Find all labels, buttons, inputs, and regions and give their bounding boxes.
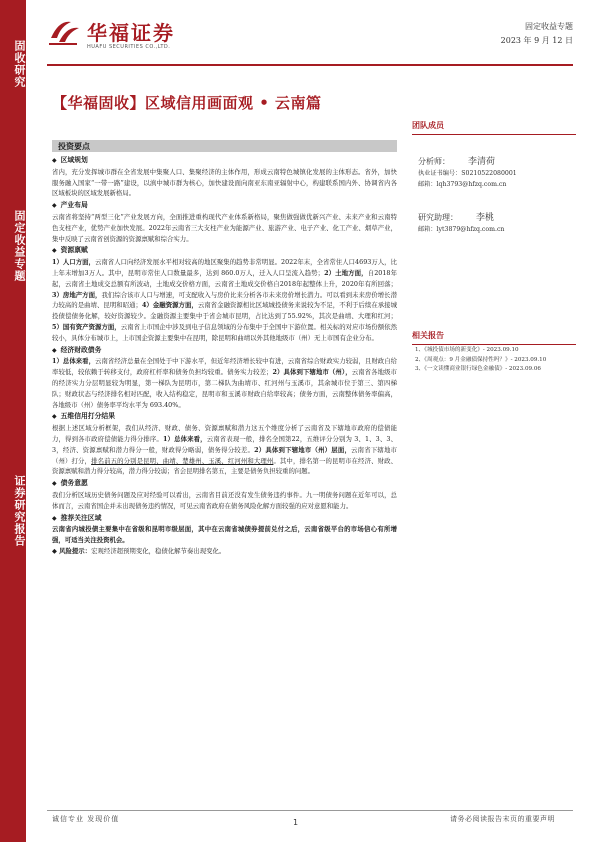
report-type: 固定收益专题 [525, 22, 573, 31]
diamond-bullet-icon: ◆ [52, 346, 57, 354]
section-text: 1）人口方面，云南省人口向经济发展水平相对较高的地区聚集的趋势非常明显。2022年末，全省常住人口4693万人，比上年末增加3万人。其中，昆明市常住人口数量最多，达到 860.0万人，迁入人口呈流入趋势；2）土地方面，自2018年起，云南省土地成交总额有所波动，土地成交价格方面，云南省土地成交价格自2018年起整体上升，2020年有所回落；3）房地产方面，我们综合该市人口与增速，可支配收入与房价比来分析各市未来房价增长潜力。可以看到未来房价增长潜力较高的是曲靖、昆明和昭通；4）金融资源方面，云南省金融资源相比区域城投债务来说较为不足，不利于后续在承接城投债偿债务化解，较好资源较少。金融资源主要集中于省会城市昆明，占比达到了55.92%，其次是曲靖、大理和红河；5）国有资产资源方面，云南省上市国企中涉及到电子信息领域的分布集中于全国中下游位置。相关标的对应市场份额依然较小，具体分布城市上，上市国企资源主要集中在昆明，除昆明和曲靖以外其他地级市（州）无上市国有企业分布。 [52, 258, 398, 342]
diamond-bullet-icon: ◆ [52, 157, 57, 164]
related-item[interactable]: 1、《城投债市场的新变化》- 2023.09.10 [415, 347, 519, 353]
diamond-bullet-icon: ◆ [52, 480, 57, 488]
sidebar-label-topic: 固定收益专题 [13, 210, 26, 282]
analyst-email[interactable]: 邮箱：lqh3793@hfzq.com.cn [418, 181, 507, 188]
section-text: 云南省将坚持“两型三化”产业发展方向，全面推进重构现代产业体系新格局，聚焦做强做优新兴产业、未来产业和云南特色支柱产业，优势产业加快发展。2022年云南省三大支柱产业为能源产业、旅游产业、电子产业、化工产业、烟草产业，集中反映了云南省创资源的资源禀赋和综合实力。 [52, 212, 397, 243]
risk-warning: ◆ 风险提示：宏观经济超预期变化，稳债化解节奏出现变化。 [52, 546, 226, 555]
abstract-heading: 投资要点 [58, 142, 90, 151]
report-date: 2023 年 9 月 12 日 [500, 36, 573, 45]
section-text: 云南省内城投债主要集中在省级和昆明市级层面，其中在云南省城债券提前兑付之后，云南省级平台的市场信心有所增强，可适当关注投资机会。 [52, 525, 397, 545]
analyst-cert: 执业证书编号：S0210522080001 [418, 170, 517, 177]
section-heading: ◆ 产业布局 [52, 201, 88, 210]
section-heading: ◆ 资源禀赋 [52, 246, 88, 255]
related-item[interactable]: 2、《周观点：9 月金融债保持性吗？》- 2023.09.10 [415, 356, 547, 363]
analyst-block [418, 156, 517, 190]
diamond-bullet-icon: ◆ [52, 413, 57, 421]
section-heading: ◆ 债务意愿 [52, 479, 88, 488]
analyst-name: 李清荷 [468, 157, 496, 167]
assistant-block [418, 212, 504, 235]
diamond-bullet-icon: ◆ [52, 247, 57, 255]
section-text: 省内，充分发挥城市群在全省发展中集聚人口、集聚经济的主体作用，形成云南特色城镇化发展的主体形态。省外，加快服务融入国家“一带一路”建设，以滇中城市群为核心，加快建设面向南亚东南亚辐射中心，构建联系国内外、协调省内各区域板块的区域发展新格局。 [52, 167, 397, 198]
assistant-role: 研究助理： [418, 213, 458, 222]
diamond-bullet-icon: ◆ [52, 514, 57, 522]
assistant-name: 李桃 [476, 213, 495, 223]
team-heading: 团队成员 [412, 120, 576, 135]
section-text: 根据上述区域分析框架，我们从经济、财政、债务、资源禀赋和潜力这五个维度分析了云南省及下辖地市政府的偿债能力，得到各市政府偿债能力得分排序。1）总体来看，云南省表现一般，排名全国第22，五维评分分别为 3、1、3、3、3，经济、资源禀赋和潜力得分一般，财政得分略弱，债务得分较差。2）具体到下辖地市（州）层面，云南省下辖地市（州）打分，排名前五的分别是昆明、曲靖、楚雄州、玉溪、红河州和大理州。其中，排名第一的昆明市在经济、财政、资源禀赋和潜力得分较高，潜力得分较弱；省会昆明排名第五，主要是债务负担较重的问题。 [52, 424, 398, 476]
sidebar [0, 0, 26, 842]
footer-disclaimer: 请务必阅读报告末页的重要声明 [450, 815, 555, 823]
report-title: 【华福固收】区域信用画面观 • 云南篇 [52, 94, 322, 112]
section-text: 1）总体来看，云南省经济总量在全国处于中下游水平，但近年经济增长较中有进，云南省综合财政实力较弱，且财政自给率较低，较依赖于转移支付，政府杠杆率和债务负担均较重。债务实力较差；2）具体到下辖地市（州），云南省各地级市的经济实力分层明显较为明显，第一梯队为昆明市，第二梯队为曲靖市、红河州与玉溪市，其余城市位于第三、第四梯队；财政状态与经济排名相对匹配，收入结构稳定，昆明市和玉溪市财政自给率较高；债务方面，云南整体债务率偏高，各地级市（州）债务率平均水平为 693.40%。 [52, 357, 398, 409]
related-list [415, 346, 579, 375]
diamond-bullet-icon: ◆ [52, 202, 57, 210]
sidebar-label-report: 证券研究报告 [13, 475, 26, 547]
section-heading: ◆ 五维信用打分结果 [52, 412, 115, 421]
abstract-heading-bar [52, 140, 397, 152]
section-heading: ◆ 区域规划 [52, 156, 88, 164]
huafu-logo-icon [47, 16, 83, 48]
company-logo [47, 14, 207, 54]
diamond-bullet-icon: ◆ [52, 546, 60, 555]
section-heading: ◆ 推荐关注区域 [52, 513, 102, 522]
footer-divider [47, 810, 573, 811]
footer-slogan: 诚信专业 发现价值 [52, 815, 120, 823]
section-heading: ◆ 经济财政债务 [52, 345, 102, 354]
assistant-email[interactable]: 邮箱：lyt3879@hfzq.com.cn [418, 226, 505, 233]
related-item[interactable]: 3、《一文读懂商业银行绿色金融债》- 2023.09.06 [415, 366, 541, 373]
logo-text-en: HUAFU SECURITIES CO.,LTD. [87, 44, 171, 50]
main-content [52, 154, 397, 557]
logo-text-cn: 华福证券 [87, 21, 175, 45]
header-divider [47, 64, 573, 66]
analyst-role: 分析师： [418, 157, 450, 166]
sidebar-label-research: 固收研究 [13, 40, 26, 88]
related-heading: 相关报告 [412, 330, 576, 345]
header-meta [501, 20, 573, 48]
page-number: 1 [293, 818, 299, 827]
section-text: 我们分析区域历史债务问题及应对经验可以看出，云南省目前还没有发生债务违约事件。九一明债务问题在近年可以，总体而言，云南省国企并未出现债务违约情况，可见云南省政府在债务风险化解方面较强的应对意愿和能力。 [52, 490, 397, 510]
